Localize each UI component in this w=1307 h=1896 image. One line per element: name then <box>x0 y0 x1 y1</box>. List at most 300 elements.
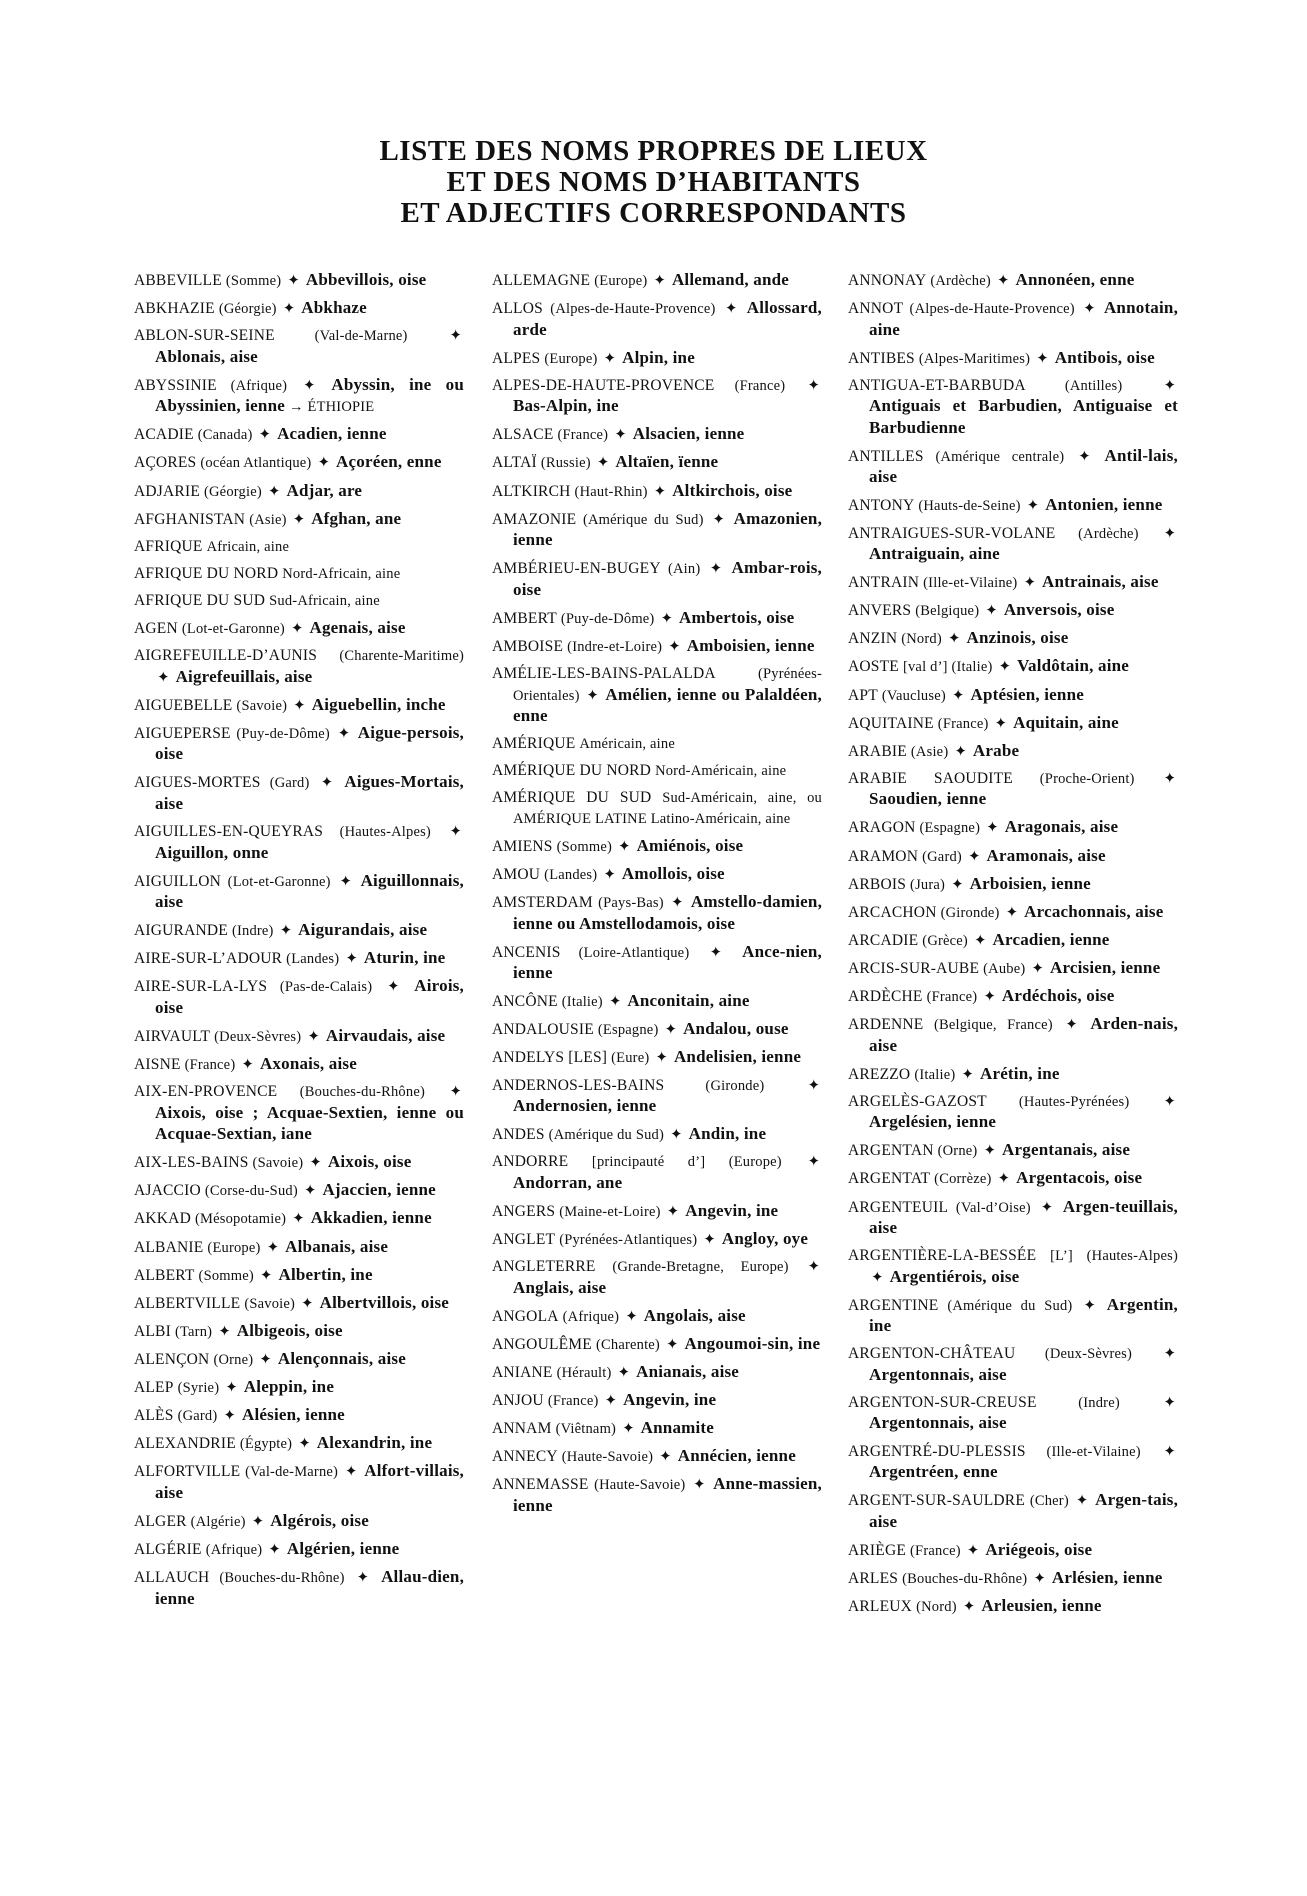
place-name: AIGUES-MORTES <box>134 774 261 792</box>
place-region: (Europe) <box>207 1239 261 1256</box>
dictionary-entry <box>492 348 822 370</box>
separator-icon: ✦ <box>251 1513 265 1530</box>
place-name: AMBÉRIEU-EN-BUGEY <box>492 560 661 578</box>
inhabitant-name: Aleppin, ine <box>243 1377 335 1396</box>
place-name: ALBANIE <box>134 1238 204 1256</box>
dictionary-entry <box>848 376 1178 440</box>
dictionary-entry <box>134 1461 464 1504</box>
separator-icon: ✦ <box>218 1323 231 1340</box>
inhabitant-name: Américain, aine <box>579 736 675 753</box>
separator-icon: ✦ <box>807 1077 821 1094</box>
inhabitant-name: Aquitain, aine <box>1013 712 1119 732</box>
separator-icon: ✦ <box>962 1598 976 1615</box>
place-region: (Bouches-du-Rhône) <box>219 1570 345 1587</box>
dictionary-entry <box>134 375 464 418</box>
separator-icon: ✦ <box>298 1436 311 1453</box>
dictionary-entry <box>492 424 822 446</box>
place-name: ALEXANDRIE <box>134 1435 236 1453</box>
place-name: ABBEVILLE <box>134 272 222 289</box>
column-3 <box>848 270 1178 1624</box>
dictionary-entry <box>848 685 1178 707</box>
inhabitant-name: Arcisien, ienne <box>1049 957 1161 977</box>
separator-icon: ✦ <box>1163 1394 1176 1411</box>
place-name: ALTKIRCH <box>492 482 571 500</box>
dictionary-entry <box>134 1349 464 1371</box>
separator-icon: ✦ <box>309 1155 322 1172</box>
place-region: (Indre) <box>231 923 274 940</box>
place-region: (Maine-et-Loire) <box>559 1203 661 1220</box>
separator-icon: ✦ <box>1163 1093 1176 1110</box>
place-region: (Amérique du Sud) <box>947 1297 1073 1314</box>
inhabitant-name: Airvaudais, aise <box>325 1025 446 1045</box>
separator-icon: ✦ <box>807 1154 821 1171</box>
place-region: (Bouches-du-Rhône) <box>902 1570 1028 1587</box>
place-region: [val d’] (Italie) <box>902 659 993 676</box>
place-name: ANCÔNE <box>492 993 558 1011</box>
inhabitant-name: Antonien, ienne <box>1045 495 1163 515</box>
dictionary-entry <box>492 1076 822 1118</box>
dictionary-entry <box>848 817 1178 839</box>
dictionary-entry <box>848 874 1178 896</box>
dictionary-entry <box>134 1237 464 1259</box>
separator-icon: ✦ <box>282 301 296 318</box>
place-name: ANDERNOS-LES-BAINS <box>492 1076 665 1094</box>
dictionary-entry <box>492 1124 822 1146</box>
inhabitant-name: Valdôtain, aine <box>1017 656 1130 676</box>
place-region: (Val-d’Oise) <box>955 1199 1031 1216</box>
separator-icon: ✦ <box>1036 350 1049 367</box>
separator-icon: ✦ <box>983 988 996 1005</box>
place-name: ARDÈCHE <box>848 987 923 1005</box>
inhabitant-name: Algérois, oise <box>270 1510 369 1530</box>
place-region: (Orne) <box>213 1351 254 1368</box>
inhabitant-name: Abbevillois, oise <box>305 270 427 289</box>
inhabitant-name: Andelisien, ienne <box>673 1047 802 1067</box>
place-name: ALSACE <box>492 426 554 444</box>
dictionary-entry <box>492 270 822 292</box>
inhabitant-name: Aiguillon, onne <box>155 842 269 862</box>
place-name: ALFORTVILLE <box>134 1463 241 1481</box>
inhabitant-name: Antil-lais, aise <box>869 445 1178 487</box>
separator-icon: ✦ <box>290 621 304 638</box>
inhabitant-name: Akkadien, ienne <box>310 1208 432 1228</box>
column-1 <box>134 270 464 1617</box>
separator-icon: ✦ <box>449 1084 462 1101</box>
dictionary-entry <box>492 864 822 886</box>
inhabitant-name: Annotain, aine <box>869 298 1179 339</box>
inhabitant-name: Nord-Africain, aine <box>282 565 401 582</box>
separator-icon: ✦ <box>1031 960 1044 977</box>
dictionary-entry <box>492 1201 822 1223</box>
dictionary-entry <box>848 270 1178 292</box>
dictionary-entry <box>492 761 822 782</box>
inhabitant-name: Açoréen, enne <box>336 452 442 472</box>
inhabitant-name: Axonais, aise <box>259 1054 357 1074</box>
inhabitant-name: Argentacois, oise <box>1016 1168 1143 1188</box>
place-name: ANGERS <box>492 1202 556 1220</box>
place-name: ALPES-DE-HAUTE-PROVENCE <box>492 376 715 394</box>
place-region: (France) <box>926 988 978 1005</box>
inhabitant-name: Amazonien, ienne <box>513 508 823 550</box>
separator-icon: ✦ <box>807 1259 821 1276</box>
inhabitant-name: Annamite <box>640 1418 715 1437</box>
place-region: (Haute-Savoie) <box>561 1449 654 1466</box>
inhabitant-name: Amboisien, ienne <box>686 635 815 655</box>
dictionary-entry <box>492 452 822 474</box>
separator-icon: ✦ <box>604 1392 618 1409</box>
dictionary-entry <box>848 1014 1178 1057</box>
place-region: (Jura) <box>910 876 946 893</box>
inhabitant-name: Anconitain, aine <box>627 991 750 1011</box>
place-region: (Val-de-Marne) <box>245 1464 339 1481</box>
dictionary-entry <box>848 1168 1178 1190</box>
inhabitant-name: Ance-nien, ienne <box>513 941 823 983</box>
inhabitant-name: Aigue-persois, oise <box>155 722 465 764</box>
place-name: AIRE-SUR-LA-LYS <box>134 978 268 996</box>
separator-icon: ✦ <box>1163 770 1177 787</box>
place-region: (France) <box>937 715 989 732</box>
place-region: (Géorgie) <box>203 483 262 500</box>
inhabitant-name: Argen-teuillais, aise <box>869 1196 1179 1238</box>
inhabitant-name: Antraiguain, aine <box>869 544 1000 564</box>
dictionary-entry <box>492 1418 822 1440</box>
separator-icon: ✦ <box>665 1336 679 1353</box>
dictionary-entry <box>492 1390 822 1412</box>
dictionary-entry <box>134 695 464 717</box>
place-name: ANJOU <box>492 1391 544 1409</box>
inhabitant-name: Argentonnais, aise <box>869 1364 1007 1384</box>
place-region: (Ain) <box>667 561 701 578</box>
separator-icon: ✦ <box>622 1421 635 1437</box>
place-region: (Lot-et-Garonne) <box>227 873 331 890</box>
place-region: (Ardèche) <box>930 273 991 289</box>
place-region: (Charente) <box>595 1336 660 1353</box>
separator-icon: ✦ <box>293 697 306 714</box>
inhabitant-name: Africain, aine <box>206 538 290 555</box>
place-name: ADJARIE <box>134 482 200 500</box>
place-region: (Canada) <box>197 427 253 444</box>
dictionary-entry <box>134 1180 464 1202</box>
inhabitant-name: Angolais, aise <box>643 1305 746 1325</box>
place-region: (Puy-de-Dôme) <box>236 725 330 742</box>
dictionary-entry <box>134 1054 464 1076</box>
dictionary-entry <box>492 1047 822 1069</box>
dictionary-entry <box>848 741 1178 763</box>
place-name: ARABIE SAOUDITE <box>848 769 1013 787</box>
place-name: ALBERT <box>134 1266 195 1284</box>
dictionary-entry <box>134 1377 464 1399</box>
separator-icon: ✦ <box>1040 1199 1054 1216</box>
place-name: ALPES <box>492 349 541 367</box>
separator-icon: ✦ <box>267 483 281 500</box>
place-name: ARLES <box>848 1569 899 1587</box>
place-region: (Mésopotamie) <box>194 1211 287 1228</box>
dictionary-entry <box>134 871 464 914</box>
inhabitant-name: Aramonais, aise <box>986 845 1106 865</box>
dictionary-entry <box>848 846 1178 868</box>
inhabitant-name: Argentréen, enne <box>869 1462 998 1481</box>
place-name: AIGUILLON <box>134 872 222 890</box>
place-region: (Orne) <box>937 1143 978 1160</box>
dictionary-entry <box>848 1064 1178 1086</box>
dictionary-entry <box>134 298 464 320</box>
separator-icon: ✦ <box>157 669 170 686</box>
separator-icon: ✦ <box>653 273 666 289</box>
place-name: AMBOISE <box>492 637 564 655</box>
inhabitant-name: Arleusien, ienne <box>981 1595 1102 1615</box>
inhabitant-name: Bas-Alpin, ine <box>513 396 619 416</box>
dictionary-entry <box>492 1362 822 1384</box>
place-region: (Indre) <box>1078 1394 1120 1411</box>
separator-icon: ✦ <box>344 1464 358 1481</box>
place-name: ANTRAIGUES-SUR-VOLANE <box>848 524 1056 542</box>
separator-icon: ✦ <box>996 273 1010 289</box>
place-region: (France) <box>184 1057 236 1074</box>
place-region: (Alpes-Maritimes) <box>918 350 1031 367</box>
place-name: AMÉRIQUE <box>492 735 576 753</box>
dictionary-entry <box>492 734 822 755</box>
cross-reference: → ÉTHIOPIE <box>289 399 375 416</box>
separator-icon: ✦ <box>703 1231 716 1248</box>
separator-icon: ✦ <box>951 687 965 704</box>
inhabitant-name: Alençonnais, aise <box>277 1348 406 1368</box>
separator-icon: ✦ <box>871 1269 884 1286</box>
place-region: (Afrique) <box>230 377 288 394</box>
title-line-2: ET DES NOMS D’HABITANTS <box>446 166 861 198</box>
place-region: (Italie) <box>561 994 603 1011</box>
separator-icon: ✦ <box>986 820 999 837</box>
inhabitant-name: Aragonais, aise <box>1004 817 1119 837</box>
separator-icon: ✦ <box>223 1408 236 1425</box>
place-name: AOSTE <box>848 658 899 676</box>
separator-icon: ✦ <box>268 1541 281 1558</box>
inhabitant-name: Albertvillois, oise <box>319 1292 450 1312</box>
place-region: (Syrie) <box>177 1380 220 1396</box>
place-name: AÇORES <box>134 454 197 472</box>
page-title <box>0 136 1307 229</box>
separator-icon: ✦ <box>1163 1443 1176 1460</box>
place-name: ANTILLES <box>848 447 924 465</box>
dictionary-entry <box>848 1092 1178 1134</box>
place-name: ANGLET <box>492 1230 556 1248</box>
place-region: (Grande-Bretagne, Europe) <box>612 1259 789 1276</box>
place-name: ALGER <box>134 1512 187 1530</box>
place-region: (Belgique) <box>915 603 980 620</box>
place-name: ALBI <box>134 1322 171 1340</box>
separator-icon: ✦ <box>617 1364 631 1381</box>
place-region: (Pyrénées-Orientales) <box>513 666 822 704</box>
separator-icon: ✦ <box>292 511 306 528</box>
inhabitant-name: Antibois, oise <box>1054 347 1155 367</box>
separator-icon: ✦ <box>337 725 351 742</box>
place-name: ARBOIS <box>848 875 907 893</box>
place-region: (Haute-Savoie) <box>594 1477 686 1494</box>
place-name: AJACCIO <box>134 1182 201 1200</box>
place-name: ANCENIS <box>492 943 561 961</box>
place-name: ACADIE <box>134 426 194 444</box>
place-name: AMSTERDAM <box>492 894 593 912</box>
inhabitant-name: Angevin, ine <box>685 1200 779 1220</box>
inhabitant-name: Amélien, ienne ou Palaldéen, enne <box>513 684 823 726</box>
place-name: ANZIN <box>848 630 898 648</box>
dictionary-entry <box>848 986 1178 1008</box>
place-region: (Gard) <box>177 1408 218 1425</box>
separator-icon: ✦ <box>1163 377 1177 394</box>
place-region: (Somme) <box>225 273 282 289</box>
separator-icon: ✦ <box>668 638 681 655</box>
dictionary-entry <box>134 920 464 942</box>
inhabitant-name: Annonéen, enne <box>1015 270 1135 289</box>
inhabitant-name: Argelésien, ienne <box>869 1112 997 1132</box>
place-region: (Puy-de-Dôme) <box>560 610 655 627</box>
place-region: (Géorgie) <box>218 301 277 318</box>
dictionary-entry <box>134 1152 464 1174</box>
inhabitant-name: Albanais, aise <box>285 1236 389 1256</box>
inhabitant-name: Ajaccien, ienne <box>322 1180 436 1200</box>
inhabitant-name: Algérien, ienne <box>286 1538 400 1558</box>
place-name: AIRVAULT <box>134 1027 211 1045</box>
place-name: ANIANE <box>492 1363 553 1381</box>
dictionary-entry <box>134 564 464 585</box>
place-region: (Espagne) <box>597 1022 659 1039</box>
dictionary-entry <box>492 1446 822 1468</box>
place-name: AMBERT <box>492 609 557 627</box>
dictionary-entry <box>848 1295 1178 1338</box>
dictionary-entry <box>848 495 1178 517</box>
separator-icon: ✦ <box>983 1143 997 1160</box>
place-region: (Deux-Sèvres) <box>1044 1346 1132 1363</box>
inhabitant-name: Andorran, ane <box>513 1172 623 1192</box>
place-name: ARCIS-SUR-AUBE <box>848 959 980 977</box>
dictionary-entry <box>848 348 1178 370</box>
place-name: AFRIQUE <box>134 537 203 555</box>
dictionary-entry <box>848 1490 1178 1533</box>
inhabitant-name: Agenais, aise <box>309 618 406 638</box>
separator-icon: ✦ <box>998 659 1012 676</box>
dictionary-entry <box>134 1082 464 1146</box>
separator-icon: ✦ <box>1065 1017 1078 1034</box>
separator-icon: ✦ <box>317 455 331 472</box>
place-name: ALLOS <box>492 300 543 318</box>
inhabitant-name: Ambertois, oise <box>679 607 795 627</box>
separator-icon: ✦ <box>596 455 610 472</box>
place-name: AIX-EN-PROVENCE <box>134 1083 278 1101</box>
separator-icon: ✦ <box>303 1183 317 1200</box>
place-region: (Gard) <box>922 848 962 865</box>
separator-icon: ✦ <box>292 1211 305 1228</box>
place-name: ARGENTINE <box>848 1296 939 1314</box>
dictionary-entry <box>492 608 822 630</box>
place-name: ANGOLA <box>492 1307 559 1325</box>
separator-icon: ✦ <box>339 873 352 890</box>
place-region: (Ille-et-Vilaine) <box>923 575 1018 592</box>
place-name: ALLAUCH <box>134 1569 210 1587</box>
place-name: ANDORRE <box>492 1153 569 1171</box>
inhabitant-name: Allemand, ande <box>671 270 790 289</box>
dictionary-entry <box>134 646 464 688</box>
inhabitant-name: Amollois, oise <box>621 864 725 883</box>
place-region: (Pays-Bas) <box>598 895 664 912</box>
place-name: ALGÉRIE <box>134 1540 202 1558</box>
place-name: AFRIQUE DU SUD <box>134 591 266 609</box>
place-region: (Algérie) <box>190 1513 246 1530</box>
inhabitant-name: Amstello-damien, ienne ou Amstellodamois, oise <box>513 892 823 933</box>
place-region: (Asie) <box>910 743 949 760</box>
place-name: AMÉRIQUE DU SUD <box>492 789 652 807</box>
place-region: (Amérique du Sud) <box>582 511 704 528</box>
inhabitant-name: Argen-tais, aise <box>869 1490 1179 1531</box>
place-name: ALÈS <box>134 1407 174 1425</box>
inhabitant-name: Aigues-Mortais, aise <box>155 772 465 813</box>
dictionary-entry <box>492 664 822 728</box>
separator-icon: ✦ <box>387 979 400 996</box>
place-name: APT <box>848 686 878 704</box>
inhabitant-name: Angoumoi-sin, ine <box>684 1333 821 1353</box>
inhabitant-name: Arlésien, ienne <box>1051 1567 1163 1587</box>
inhabitant-name: Argentin, ine <box>869 1294 1179 1336</box>
inhabitant-name: Argentiérois, oise <box>889 1266 1020 1286</box>
dictionary-entry <box>492 892 822 935</box>
dictionary-entry <box>134 822 464 864</box>
place-region: (Landes) <box>544 867 598 883</box>
separator-icon: ✦ <box>586 687 599 704</box>
place-name: ALBERTVILLE <box>134 1294 241 1312</box>
dictionary-entry <box>848 1140 1178 1162</box>
place-name: AIGUILLES-EN-QUEYRAS <box>134 823 324 840</box>
place-name: ARGENT-SUR-SAULDRE <box>848 1492 1025 1510</box>
dictionary-entry <box>848 656 1178 678</box>
separator-icon: ✦ <box>1033 1570 1046 1587</box>
place-name: ARGENTAN <box>848 1142 934 1160</box>
place-name: AREZZO <box>848 1065 911 1083</box>
separator-icon: ✦ <box>259 1267 273 1284</box>
title-line-1: LISTE DES NOMS PROPRES DE LIEUX <box>379 135 928 167</box>
dictionary-entry <box>848 958 1178 980</box>
dictionary-entry <box>134 1539 464 1561</box>
dictionary-entry <box>492 481 822 503</box>
inhabitant-name: Argentonnais, aise <box>869 1413 1007 1433</box>
place-name: AIGUEPERSE <box>134 724 231 742</box>
inhabitant-name: Anzinois, oise <box>966 628 1069 648</box>
inhabitant-name: Alpin, ine <box>622 347 695 367</box>
dictionary-entry <box>492 991 822 1013</box>
place-name: AMÉRIQUE DU NORD <box>492 762 652 780</box>
separator-icon: ✦ <box>671 895 684 912</box>
place-name: ARLEUX <box>848 1597 913 1615</box>
place-region: (Corrèze) <box>934 1171 992 1188</box>
place-name: AQUITAINE <box>848 714 934 732</box>
separator-icon: ✦ <box>1163 525 1177 542</box>
separator-icon: ✦ <box>345 951 358 968</box>
place-region: (Gard) <box>269 775 310 792</box>
place-region: (Amérique du Sud) <box>548 1127 665 1144</box>
place-name: ANDALOUSIE <box>492 1021 594 1039</box>
place-region: (Proche-Orient) <box>1039 770 1135 787</box>
dictionary-entry <box>134 723 464 766</box>
inhabitant-name: Albigeois, oise <box>236 1320 343 1340</box>
place-region: (Gironde) <box>705 1077 765 1094</box>
dictionary-entry <box>134 591 464 612</box>
dictionary-entry <box>134 1433 464 1455</box>
dictionary-entry <box>848 1393 1178 1435</box>
place-name: ALTAÏ <box>492 454 537 472</box>
inhabitant-name: Argentanais, aise <box>1002 1140 1131 1160</box>
dictionary-entry <box>134 1321 464 1343</box>
dictionary-entry <box>134 1405 464 1427</box>
place-region: (Belgique, France) <box>933 1017 1053 1034</box>
separator-icon: ✦ <box>655 1050 668 1067</box>
separator-icon: ✦ <box>449 328 462 345</box>
